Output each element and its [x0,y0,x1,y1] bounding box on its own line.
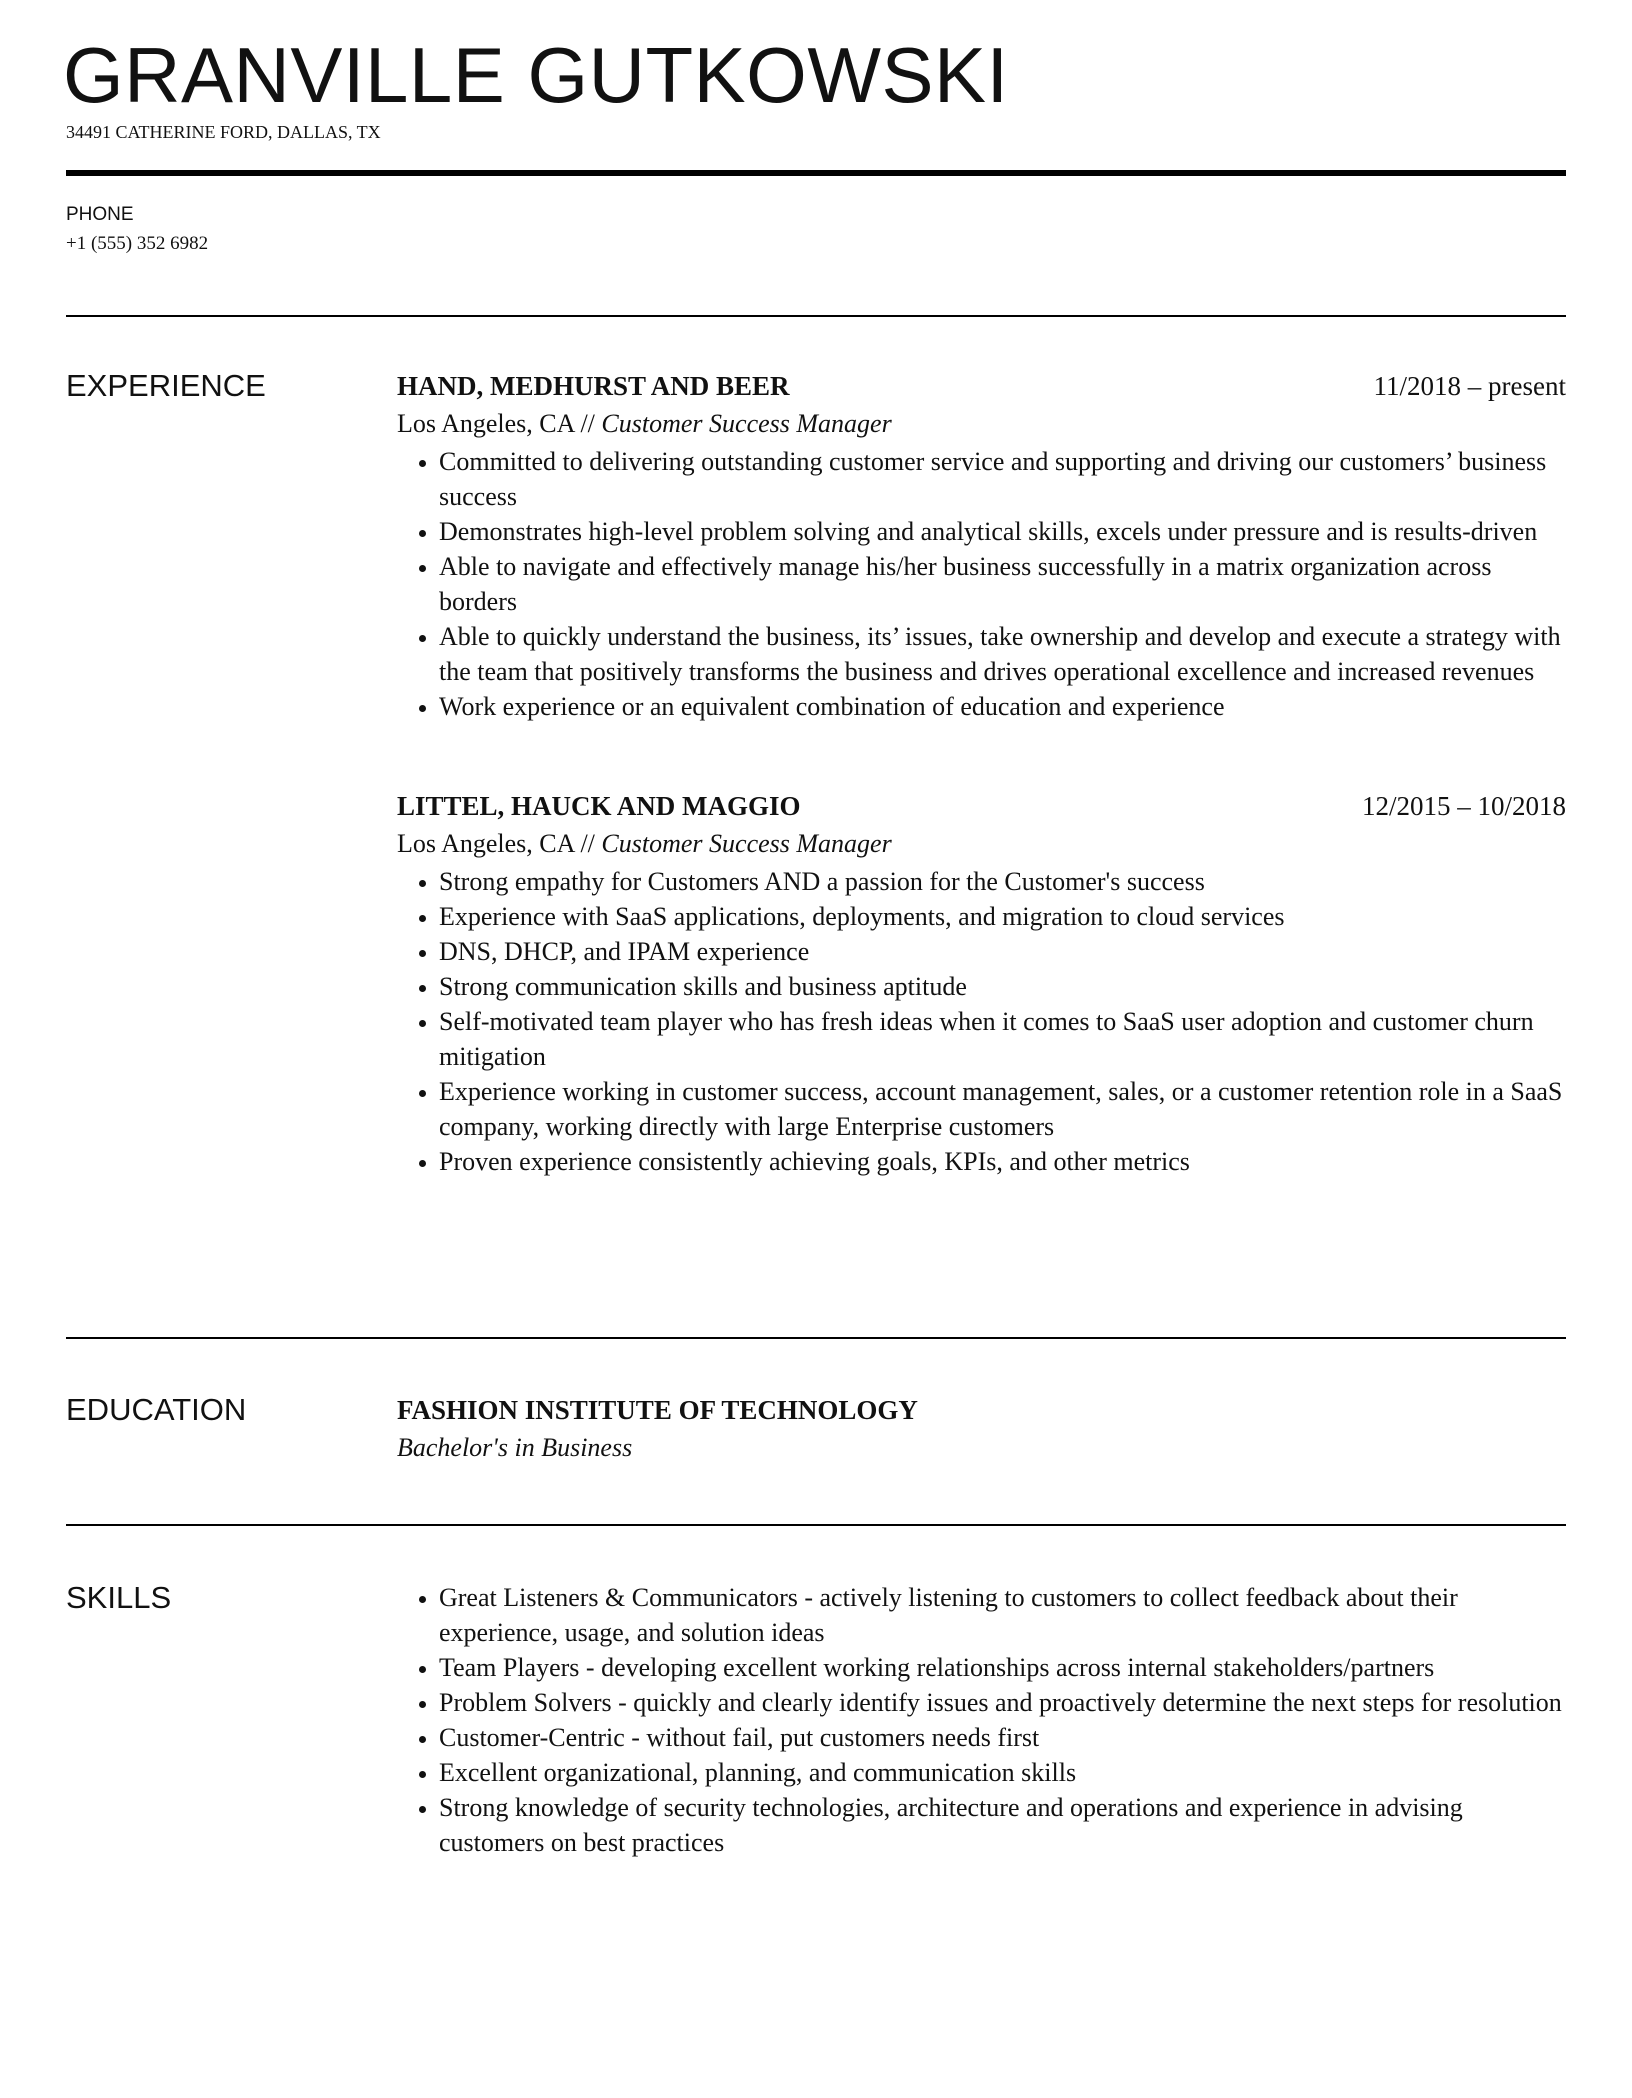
list-item: Committed to delivering outstanding customer service and supporting and driving our customers’ business success [439,444,1566,514]
skills-list-wrap [397,1580,1566,1860]
list-item: DNS, DHCP, and IPAM experience [439,934,1566,969]
candidate-name: GRANVILLE GUTKOWSKI [63,31,1009,119]
divider [66,1337,1566,1339]
list-item: Proven experience consistently achieving goals, KPIs, and other metrics [439,1144,1566,1179]
list-item: Work experience or an equivalent combination of education and experience [439,689,1566,724]
job-location-title [397,404,1566,444]
phone-label: PHONE [66,204,134,225]
skills-list [397,1580,1566,1860]
skill-item: Great Listeners & Communicators - actively listening to customers to collect feedback about their experience, usage, and solution ideas [439,1580,1566,1650]
job-bullets [397,444,1566,724]
skill-item: Problem Solvers - quickly and clearly identify issues and proactively determine the next steps for resolution [439,1685,1566,1720]
list-item: Able to quickly understand the business, its’ issues, take ownership and develop and execute a strategy with the team that positively transforms the business and drives operational excellence and increased revenues [439,619,1566,689]
skill-item: Team Players - developing excellent working relationships across internal stakeholders/partners [439,1650,1566,1685]
list-item: Demonstrates high-level problem solving and analytical skills, excels under pressure and is results-driven [439,514,1566,549]
section-title-education: EDUCATION [66,1392,247,1427]
experience-list [397,368,1566,1243]
job-dates: 12/2015 – 10/2018 [1361,791,1566,821]
section-title-experience: EXPERIENCE [66,368,266,403]
company-name: HAND, MEDHURST AND BEER [397,371,790,401]
list-item: Strong empathy for Customers AND a passion for the Customer's success [439,864,1566,899]
school-name: FASHION INSTITUTE OF TECHNOLOGY [397,1395,918,1425]
degree: Bachelor's in Business [397,1433,633,1462]
job-title: Customer Success Manager [601,409,892,438]
skill-item: Excellent organizational, planning, and communication skills [439,1755,1566,1790]
address: 34491 CATHERINE FORD, DALLAS, TX [66,122,381,142]
skill-item: Customer-Centric - without fail, put customers needs first [439,1720,1566,1755]
phone-number: +1 (555) 352 6982 [66,233,209,254]
header-divider [66,170,1566,176]
job-dates: 11/2018 – present [1373,371,1566,401]
list-item: Experience working in customer success, account management, sales, or a customer retention role in a SaaS company, working directly with large Enterprise customers [439,1074,1566,1144]
job-header [397,788,1566,824]
divider [66,315,1566,317]
list-item: Able to navigate and effectively manage his/her business successfully in a matrix organization across borders [439,549,1566,619]
section-title-skills: SKILLS [66,1580,172,1615]
job-location: Los Angeles, CA [397,409,574,438]
list-item: Strong communication skills and business aptitude [439,969,1566,1004]
separator: // [573,409,602,438]
separator: // [573,829,602,858]
company-name: LITTEL, HAUCK AND MAGGIO [397,791,801,821]
list-item: Self-motivated team player who has fresh ideas when it comes to SaaS user adoption and customer churn mitigation [439,1004,1566,1074]
education-entry [397,1392,1566,1468]
list-item: Experience with SaaS applications, deployments, and migration to cloud services [439,899,1566,934]
job-title: Customer Success Manager [601,829,892,858]
job-location: Los Angeles, CA [397,829,574,858]
job-entry [397,368,1566,724]
job-location-title [397,824,1566,864]
divider [66,1524,1566,1526]
job-bullets [397,864,1566,1179]
skill-item: Strong knowledge of security technologies, architecture and operations and experience in advising customers on best practices [439,1790,1566,1860]
job-entry [397,788,1566,1179]
job-header [397,368,1566,404]
